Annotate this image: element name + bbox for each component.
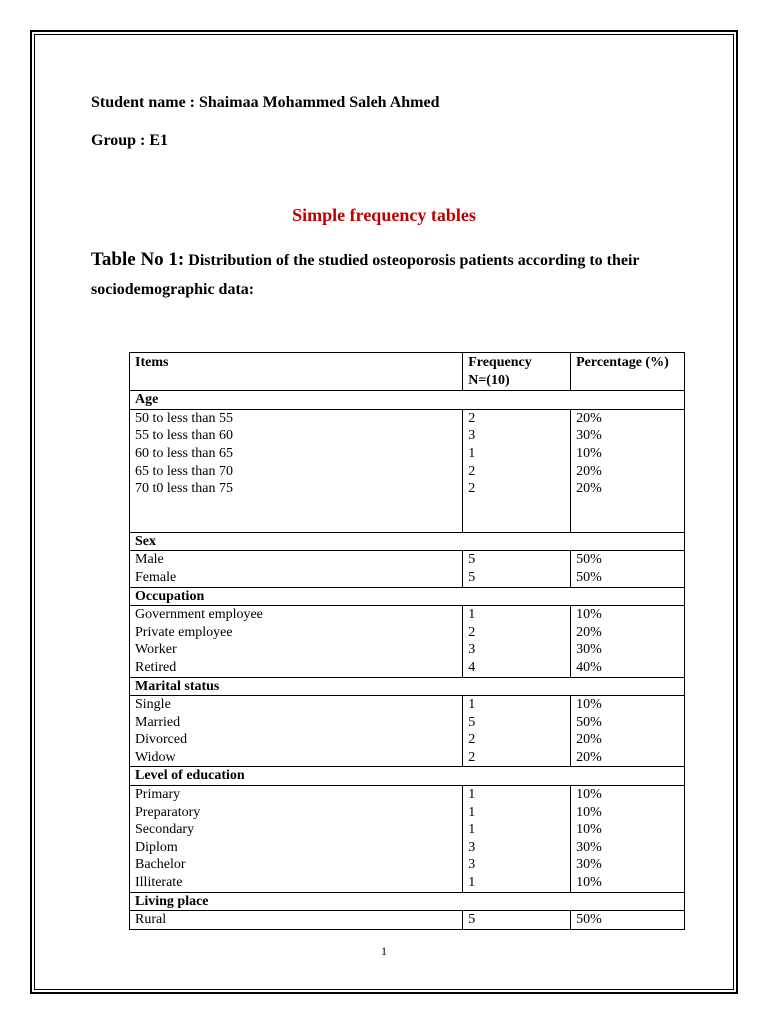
frequency-cell: 3 [463,839,571,857]
percentage-cell: 30% [571,641,685,659]
frequency-cell: 1 [463,696,571,714]
table-row [130,786,685,804]
table-header-row [130,353,685,391]
frequency-cell: 1 [463,821,571,839]
table-caption-label: Table No 1: [91,249,185,270]
percentage-cell: 10% [571,804,685,822]
table-row [130,874,685,892]
frequency-cell: 2 [463,624,571,642]
percentage-cell: 10% [571,821,685,839]
table-row [130,839,685,857]
item-cell: 70 t0 less than 75 [130,480,463,498]
percentage-cell: 10% [571,874,685,892]
item-cell: Single [130,696,463,714]
frequency-cell: 3 [463,856,571,874]
percentage-cell: 20% [571,480,685,498]
frequency-cell: 1 [463,445,571,463]
item-cell: Government employee [130,606,463,624]
item-cell: Female [130,569,463,587]
item-cell: Male [130,551,463,569]
percentage-cell: 20% [571,463,685,481]
category-row-age [130,391,685,410]
frequency-cell: 2 [463,731,571,749]
item-cell: 50 to less than 55 [130,409,463,427]
percentage-cell: 50% [571,911,685,930]
table-caption-text: Distribution of the studied osteoporosis patients according to their sociodemographic data: [91,252,640,298]
frequency-cell: 2 [463,463,571,481]
table-row [130,696,685,714]
percentage-cell: 10% [571,445,685,463]
frequency-cell: 3 [463,427,571,445]
item-cell: Rural [130,911,463,930]
item-cell: Worker [130,641,463,659]
header-frequency [463,353,571,391]
percentage-cell: 50% [571,551,685,569]
item-cell: Illiterate [130,874,463,892]
header-frequency-line1: Frequency [468,355,532,370]
frequency-cell: 2 [463,749,571,767]
frequency-cell: 1 [463,804,571,822]
percentage-cell: 20% [571,409,685,427]
category-row-marital-status [130,677,685,696]
category-label-sex: Sex [130,532,685,551]
category-label-living-place: Living place [130,892,685,911]
frequency-cell: 4 [463,659,571,677]
item-cell: Diplom [130,839,463,857]
category-row-sex [130,532,685,551]
table-row [130,641,685,659]
page-number: 1 [381,944,387,958]
table-row [130,749,685,767]
frequency-cell: 3 [463,641,571,659]
frequency-cell: 1 [463,786,571,804]
table-row [130,409,685,427]
student-name-line: Student name : Shaimaa Mohammed Saleh Ahmed [91,94,440,111]
percentage-cell: 20% [571,624,685,642]
item-cell: Widow [130,749,463,767]
percentage-cell: 30% [571,427,685,445]
category-row-occupation [130,587,685,606]
frequency-cell: 5 [463,569,571,587]
percentage-cell: 50% [571,569,685,587]
frequency-cell: 1 [463,874,571,892]
category-label-marital-status: Marital status [130,677,685,696]
frequency-cell: 5 [463,911,571,930]
table-row [130,714,685,732]
item-cell: Preparatory [130,804,463,822]
item-cell: Primary [130,786,463,804]
table-row [130,911,685,930]
table-row [130,856,685,874]
table-row [130,731,685,749]
header-items: Items [130,353,463,391]
table-spacer-row [130,498,685,533]
table-row [130,463,685,481]
percentage-cell: 40% [571,659,685,677]
percentage-cell: 30% [571,839,685,857]
item-cell: 60 to less than 65 [130,445,463,463]
table-row [130,427,685,445]
section-title: Simple frequency tables [292,205,476,225]
frequency-cell: 1 [463,606,571,624]
header-frequency-line2: N=(10) [468,372,510,388]
table-row [130,821,685,839]
frequency-cell: 5 [463,551,571,569]
category-label-age: Age [130,391,685,410]
table-row [130,569,685,587]
frequency-cell: 5 [463,714,571,732]
group-line: Group : E1 [91,132,169,149]
category-label-education: Level of education [130,767,685,786]
item-cell: Retired [130,659,463,677]
table-row [130,480,685,498]
percentage-cell: 10% [571,786,685,804]
percentage-cell: 20% [571,749,685,767]
table-row [130,445,685,463]
percentage-cell: 10% [571,696,685,714]
item-cell: 55 to less than 60 [130,427,463,445]
table-caption [91,245,681,304]
percentage-cell: 50% [571,714,685,732]
item-cell: Bachelor [130,856,463,874]
table-row [130,804,685,822]
frequency-cell: 2 [463,409,571,427]
percentage-cell: 10% [571,606,685,624]
item-cell: 65 to less than 70 [130,463,463,481]
table-row [130,624,685,642]
category-label-occupation: Occupation [130,587,685,606]
item-cell: Private employee [130,624,463,642]
table-row [130,659,685,677]
table-row [130,551,685,569]
table-row [130,606,685,624]
item-cell: Divorced [130,731,463,749]
percentage-cell: 30% [571,856,685,874]
frequency-cell: 2 [463,480,571,498]
item-cell: Married [130,714,463,732]
category-row-education [130,767,685,786]
category-row-living-place [130,892,685,911]
header-percentage: Percentage (%) [571,353,685,391]
percentage-cell: 20% [571,731,685,749]
frequency-table [129,352,685,930]
item-cell: Secondary [130,821,463,839]
